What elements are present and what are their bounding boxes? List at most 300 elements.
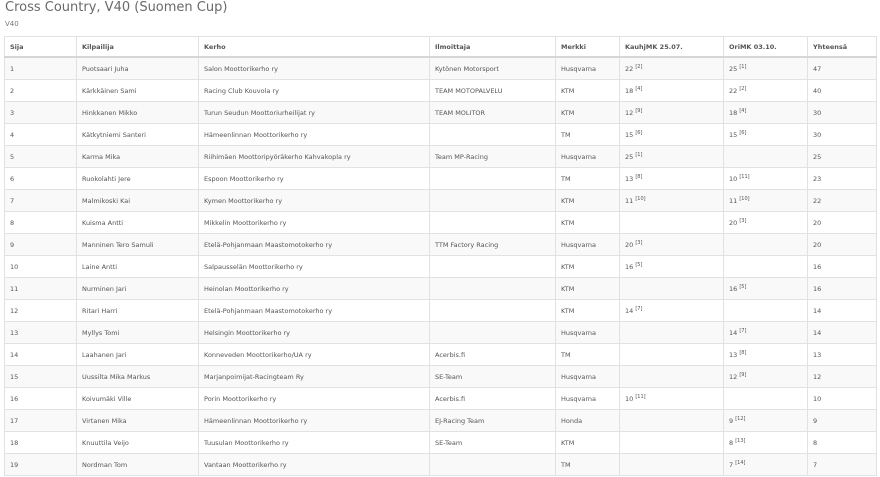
cell-place-value: 12 <box>10 306 19 315</box>
cell-race1 <box>620 102 724 124</box>
table-row <box>5 102 877 124</box>
cell-rider-value: Kuisma Antti <box>82 218 124 227</box>
cell-place <box>5 80 77 102</box>
cell-entrant <box>430 234 556 256</box>
cell-race2-value: 25 <box>729 64 738 73</box>
table-row <box>5 388 877 410</box>
cell-race1 <box>620 212 724 234</box>
col-header-club[interactable]: Kerho <box>199 37 430 58</box>
cell-total <box>808 322 877 344</box>
page-title: Cross Country, V40 (Suomen Cup) <box>5 0 228 15</box>
cell-race1-value: 20 <box>625 240 634 249</box>
cell-place <box>5 278 77 300</box>
cell-race1-position-note: [4] <box>635 85 643 92</box>
cell-race2-position-note: [7] <box>739 327 747 334</box>
cell-rider-value: Uussilta Mika Markus <box>82 372 151 381</box>
cell-entrant <box>430 344 556 366</box>
cell-race1-position-note: [6] <box>635 129 643 136</box>
cell-total-value: 20 <box>813 240 822 249</box>
cell-race1-position-note: [1] <box>635 151 643 158</box>
cell-rider <box>77 57 199 80</box>
cell-brand-value: TM <box>561 130 571 139</box>
cell-total-value: 8 <box>813 438 818 447</box>
cell-place-value: 14 <box>10 350 19 359</box>
cell-club <box>199 366 430 388</box>
cell-race1-position-note: [2] <box>635 63 643 70</box>
cell-place <box>5 300 77 322</box>
cell-race2 <box>724 344 808 366</box>
cell-club-value: Etelä-Pohjanmaan Maastomotokerho ry <box>204 306 333 315</box>
cell-rider <box>77 256 199 278</box>
cell-rider-value: Hinkkanen Mikko <box>82 108 138 117</box>
cell-club <box>199 454 430 476</box>
cell-rider <box>77 432 199 454</box>
cell-club <box>199 322 430 344</box>
cell-brand-value: TM <box>561 174 571 183</box>
cell-race1-position-note: [5] <box>635 261 643 268</box>
cell-total <box>808 278 877 300</box>
cell-club <box>199 168 430 190</box>
cell-race2-value: 16 <box>729 284 738 293</box>
cell-race1-value: 13 <box>625 174 634 183</box>
cell-rider-value: Kärkkäinen Sami <box>82 86 137 95</box>
cell-total-value: 10 <box>813 394 822 403</box>
cell-entrant <box>430 366 556 388</box>
cell-brand <box>556 366 620 388</box>
table-row <box>5 80 877 102</box>
cell-race1-value: 22 <box>625 64 634 73</box>
cell-entrant <box>430 454 556 476</box>
cell-total <box>808 124 877 146</box>
cell-total-value: 12 <box>813 372 822 381</box>
cell-club-value: Riihimäen Moottoripyöräkerho Kahvakopla ry <box>204 152 351 161</box>
cell-entrant <box>430 146 556 168</box>
cell-race2-value: 11 <box>729 196 738 205</box>
cell-total <box>808 80 877 102</box>
cell-rider-value: Laine Antti <box>82 262 118 271</box>
cell-club-value: Vantaan Moottorikerho ry <box>204 460 287 469</box>
cell-entrant <box>430 190 556 212</box>
cell-race1-value: 15 <box>625 130 634 139</box>
cell-total <box>808 234 877 256</box>
cell-rider <box>77 410 199 432</box>
cell-entrant-value: TEAM MOLITOR <box>435 108 486 117</box>
cell-brand <box>556 344 620 366</box>
col-header-brand[interactable]: Merkki <box>556 37 620 58</box>
cell-brand <box>556 234 620 256</box>
cell-club-value: Marjanpoimijat-Racingteam Ry <box>204 372 304 381</box>
cell-race1-value: 16 <box>625 262 634 271</box>
table-row <box>5 57 877 80</box>
cell-entrant <box>430 278 556 300</box>
cell-race2-value: 10 <box>729 174 738 183</box>
cell-rider <box>77 80 199 102</box>
cell-entrant <box>430 322 556 344</box>
cell-brand-value: Husqvarna <box>561 240 597 249</box>
cell-total <box>808 212 877 234</box>
table-row <box>5 212 877 234</box>
cell-club-value: Hämeenlinnan Moottorikerho ry <box>204 130 308 139</box>
cell-club-value: Konneveden Moottorikerho/UA ry <box>204 350 312 359</box>
cell-rider <box>77 322 199 344</box>
cell-total <box>808 410 877 432</box>
cell-total-value: 23 <box>813 174 822 183</box>
cell-rider-value: Malmikoski Kai <box>82 196 131 205</box>
cell-rider <box>77 102 199 124</box>
cell-race2 <box>724 234 808 256</box>
cell-entrant-value: Kytönen Motorsport <box>435 64 499 73</box>
cell-entrant-value: SE-Team <box>435 372 463 381</box>
cell-brand <box>556 80 620 102</box>
cell-brand-value: TM <box>561 460 571 469</box>
cell-place-value: 4 <box>10 130 15 139</box>
cell-place-value: 5 <box>10 152 15 161</box>
cell-race2 <box>724 190 808 212</box>
cell-brand <box>556 102 620 124</box>
cell-rider-value: Nurminen Jari <box>82 284 127 293</box>
cell-entrant-value: Acerbis.fi <box>435 350 466 359</box>
cell-brand <box>556 388 620 410</box>
cell-brand-value: Husqvarna <box>561 328 597 337</box>
cell-club-value: Espoon Moottorikerho ry <box>204 174 284 183</box>
cell-rider-value: Koivumäki Ville <box>82 394 132 403</box>
cell-entrant <box>430 388 556 410</box>
cell-race1-value: 11 <box>625 196 634 205</box>
table-row <box>5 256 877 278</box>
table-row <box>5 190 877 212</box>
cell-place-value: 6 <box>10 174 15 183</box>
cell-race1 <box>620 256 724 278</box>
cell-brand-value: Husqvarna <box>561 394 597 403</box>
cell-race2 <box>724 366 808 388</box>
cell-brand-value: KTM <box>561 108 575 117</box>
cell-race1 <box>620 322 724 344</box>
cell-brand-value: KTM <box>561 196 575 205</box>
header-row <box>5 37 877 58</box>
cell-rider <box>77 212 199 234</box>
cell-place-value: 17 <box>10 416 19 425</box>
cell-entrant-value: TEAM MOTOPALVELU <box>435 86 503 95</box>
col-header-entrant[interactable]: Ilmoittaja <box>430 37 556 58</box>
cell-total <box>808 366 877 388</box>
table-row <box>5 322 877 344</box>
cell-place <box>5 124 77 146</box>
cell-brand <box>556 168 620 190</box>
cell-brand <box>556 57 620 80</box>
cell-entrant <box>430 124 556 146</box>
cell-total <box>808 454 877 476</box>
class-subtitle: V40 <box>5 20 19 28</box>
cell-total-value: 22 <box>813 196 822 205</box>
cell-total <box>808 344 877 366</box>
cell-place <box>5 234 77 256</box>
cell-race1-position-note: [7] <box>635 305 643 312</box>
cell-entrant-value: Team MP-Racing <box>435 152 488 161</box>
cell-club-value: Helsingin Moottorikerho ry <box>204 328 291 337</box>
cell-race2-value: 9 <box>729 416 734 425</box>
cell-club-value: Tuusulan Moottorikerho ry <box>204 438 289 447</box>
cell-race1 <box>620 124 724 146</box>
cell-entrant-value: Acerbis.fi <box>435 394 466 403</box>
col-header-total[interactable]: Yhteensä <box>808 37 877 58</box>
cell-club-value: Salon Moottorikerho ry <box>204 64 278 73</box>
cell-brand <box>556 278 620 300</box>
cell-rider-value: Karma Mika <box>82 152 121 161</box>
cell-place <box>5 322 77 344</box>
table-row <box>5 432 877 454</box>
cell-total <box>808 432 877 454</box>
cell-race2-position-note: [3] <box>739 217 747 224</box>
cell-place-value: 8 <box>10 218 15 227</box>
cell-entrant <box>430 432 556 454</box>
cell-club <box>199 234 430 256</box>
cell-club <box>199 278 430 300</box>
cell-race2 <box>724 410 808 432</box>
cell-rider <box>77 278 199 300</box>
cell-place <box>5 190 77 212</box>
cell-rider <box>77 454 199 476</box>
col-header-race2[interactable]: OriMK 03.10. <box>724 37 808 58</box>
table-row <box>5 454 877 476</box>
cell-club <box>199 432 430 454</box>
cell-brand-value: KTM <box>561 262 575 271</box>
cell-place <box>5 146 77 168</box>
cell-race1 <box>620 57 724 80</box>
cell-race1 <box>620 146 724 168</box>
cell-race2 <box>724 388 808 410</box>
cell-brand <box>556 190 620 212</box>
cell-place <box>5 410 77 432</box>
cell-place-value: 7 <box>10 196 15 205</box>
cell-total <box>808 388 877 410</box>
cell-total <box>808 146 877 168</box>
cell-race1 <box>620 278 724 300</box>
cell-total-value: 25 <box>813 152 822 161</box>
cell-race1 <box>620 454 724 476</box>
cell-race2 <box>724 168 808 190</box>
cell-club-value: Hämeenlinnan Moottorikerho ry <box>204 416 308 425</box>
cell-brand <box>556 256 620 278</box>
cell-race1-position-note: [8] <box>635 173 643 180</box>
cell-place <box>5 168 77 190</box>
cell-place-value: 10 <box>10 262 19 271</box>
col-header-race1[interactable]: KauhjMK 25.07. <box>620 37 724 58</box>
cell-entrant-value: EJ-Racing Team <box>435 416 485 425</box>
cell-club-value: Heinolan Moottorikerho ry <box>204 284 289 293</box>
cell-total <box>808 102 877 124</box>
cell-brand <box>556 212 620 234</box>
cell-rider <box>77 190 199 212</box>
cell-rider <box>77 146 199 168</box>
cell-place-value: 13 <box>10 328 19 337</box>
cell-rider <box>77 300 199 322</box>
cell-race2-position-note: [13] <box>735 437 746 444</box>
table-row <box>5 168 877 190</box>
cell-race2 <box>724 146 808 168</box>
cell-race1-position-note: [11] <box>635 393 646 400</box>
cell-race2-value: 13 <box>729 350 738 359</box>
table-row <box>5 344 877 366</box>
cell-race1-position-note: [9] <box>635 107 643 114</box>
cell-rider-value: Nordman Tom <box>82 460 128 469</box>
cell-race2-position-note: [1] <box>739 63 747 70</box>
cell-race1 <box>620 366 724 388</box>
cell-total <box>808 190 877 212</box>
col-header-rider[interactable]: Kilpailija <box>77 37 199 58</box>
cell-total-value: 14 <box>813 328 822 337</box>
cell-race1 <box>620 344 724 366</box>
cell-race2-value: 20 <box>729 218 738 227</box>
cell-entrant <box>430 80 556 102</box>
cell-race2-value: 12 <box>729 372 738 381</box>
cell-race2-value: 18 <box>729 108 738 117</box>
cell-race2 <box>724 212 808 234</box>
cell-race2-value: 15 <box>729 130 738 139</box>
table-row <box>5 410 877 432</box>
table-row <box>5 278 877 300</box>
cell-brand <box>556 300 620 322</box>
cell-total <box>808 168 877 190</box>
cell-race2-position-note: [8] <box>739 349 747 356</box>
cell-place <box>5 366 77 388</box>
cell-total-value: 7 <box>813 460 818 469</box>
cell-race2 <box>724 80 808 102</box>
cell-rider-value: Laahanen Jari <box>82 350 127 359</box>
cell-brand <box>556 124 620 146</box>
table-row <box>5 146 877 168</box>
cell-race2 <box>724 322 808 344</box>
table-row <box>5 366 877 388</box>
cell-club <box>199 102 430 124</box>
cell-place <box>5 102 77 124</box>
cell-race2 <box>724 432 808 454</box>
cell-race2-position-note: [9] <box>739 371 747 378</box>
col-header-place[interactable]: Sija <box>5 37 77 58</box>
cell-place <box>5 256 77 278</box>
cell-total-value: 16 <box>813 262 822 271</box>
cell-rider-value: Manninen Tero Samuli <box>82 240 154 249</box>
cell-entrant <box>430 168 556 190</box>
cell-club <box>199 57 430 80</box>
cell-club-value: Turun Seudun Moottoriurheilijat ry <box>204 108 316 117</box>
cell-entrant <box>430 256 556 278</box>
cell-brand-value: KTM <box>561 306 575 315</box>
table-row <box>5 124 877 146</box>
cell-race1 <box>620 410 724 432</box>
cell-race2 <box>724 124 808 146</box>
cell-race1-position-note: [3] <box>635 239 643 246</box>
cell-race2-value: 22 <box>729 86 738 95</box>
cell-rider <box>77 124 199 146</box>
cell-race1 <box>620 234 724 256</box>
cell-race1 <box>620 80 724 102</box>
cell-brand-value: KTM <box>561 284 575 293</box>
cell-club <box>199 212 430 234</box>
cell-total-value: 14 <box>813 306 822 315</box>
cell-club <box>199 80 430 102</box>
cell-brand <box>556 410 620 432</box>
cell-race2-position-note: [10] <box>739 195 750 202</box>
cell-race2-value: 8 <box>729 438 734 447</box>
cell-club <box>199 190 430 212</box>
cell-club-value: Kymen Moottorikerho ry <box>204 196 283 205</box>
cell-race2 <box>724 278 808 300</box>
cell-race2 <box>724 256 808 278</box>
cell-rider-value: Knuuttila Veijo <box>82 438 129 447</box>
cell-entrant <box>430 300 556 322</box>
cell-place <box>5 454 77 476</box>
cell-race1-value: 12 <box>625 108 634 117</box>
cell-rider-value: Virtanen Mika <box>82 416 127 425</box>
cell-total-value: 40 <box>813 86 822 95</box>
cell-total-value: 16 <box>813 284 822 293</box>
cell-place <box>5 344 77 366</box>
cell-rider <box>77 234 199 256</box>
cell-rider <box>77 388 199 410</box>
cell-race2-position-note: [6] <box>739 129 747 136</box>
cell-place-value: 15 <box>10 372 19 381</box>
cell-place <box>5 432 77 454</box>
cell-race2-position-note: [2] <box>739 85 747 92</box>
cell-place-value: 9 <box>10 240 15 249</box>
cell-club-value: Etelä-Pohjanmaan Maastomotokerho ry <box>204 240 333 249</box>
cell-rider-value: Kätkytniemi Santeri <box>82 130 146 139</box>
cell-place <box>5 57 77 80</box>
cell-place-value: 16 <box>10 394 19 403</box>
cell-race2 <box>724 102 808 124</box>
cell-race2-value: 7 <box>729 460 734 469</box>
cell-club-value: Salpausselän Moottorikerho ry <box>204 262 303 271</box>
cell-rider-value: Puotsaari Juha <box>82 64 129 73</box>
cell-race1-position-note: [10] <box>635 195 646 202</box>
table-row <box>5 234 877 256</box>
cell-brand-value: Honda <box>561 416 583 425</box>
cell-place <box>5 388 77 410</box>
cell-rider <box>77 168 199 190</box>
cell-place-value: 3 <box>10 108 15 117</box>
cell-brand-value: KTM <box>561 86 575 95</box>
cell-race2-position-note: [12] <box>735 415 746 422</box>
cell-total-value: 30 <box>813 130 822 139</box>
cell-brand-value: KTM <box>561 438 575 447</box>
cell-race2-value: 14 <box>729 328 738 337</box>
cell-rider-value: Myllys Tomi <box>82 328 120 337</box>
cell-rider-value: Ritari Harri <box>82 306 118 315</box>
cell-race1-value: 10 <box>625 394 634 403</box>
cell-total-value: 47 <box>813 64 822 73</box>
cell-club <box>199 146 430 168</box>
cell-total-value: 30 <box>813 108 822 117</box>
cell-brand-value: Husqvarna <box>561 372 597 381</box>
cell-place-value: 2 <box>10 86 15 95</box>
cell-club-value: Mikkelin Moottorikerho ry <box>204 218 287 227</box>
cell-brand-value: TM <box>561 350 571 359</box>
cell-race1-value: 18 <box>625 86 634 95</box>
cell-entrant <box>430 102 556 124</box>
cell-place <box>5 212 77 234</box>
cell-place-value: 19 <box>10 460 19 469</box>
cell-total <box>808 300 877 322</box>
cell-brand <box>556 454 620 476</box>
cell-club <box>199 256 430 278</box>
cell-total-value: 13 <box>813 350 822 359</box>
cell-club <box>199 344 430 366</box>
cell-brand <box>556 146 620 168</box>
cell-place-value: 1 <box>10 64 15 73</box>
cell-place-value: 11 <box>10 284 19 293</box>
cell-race2-position-note: [5] <box>739 283 747 290</box>
cell-race1 <box>620 432 724 454</box>
